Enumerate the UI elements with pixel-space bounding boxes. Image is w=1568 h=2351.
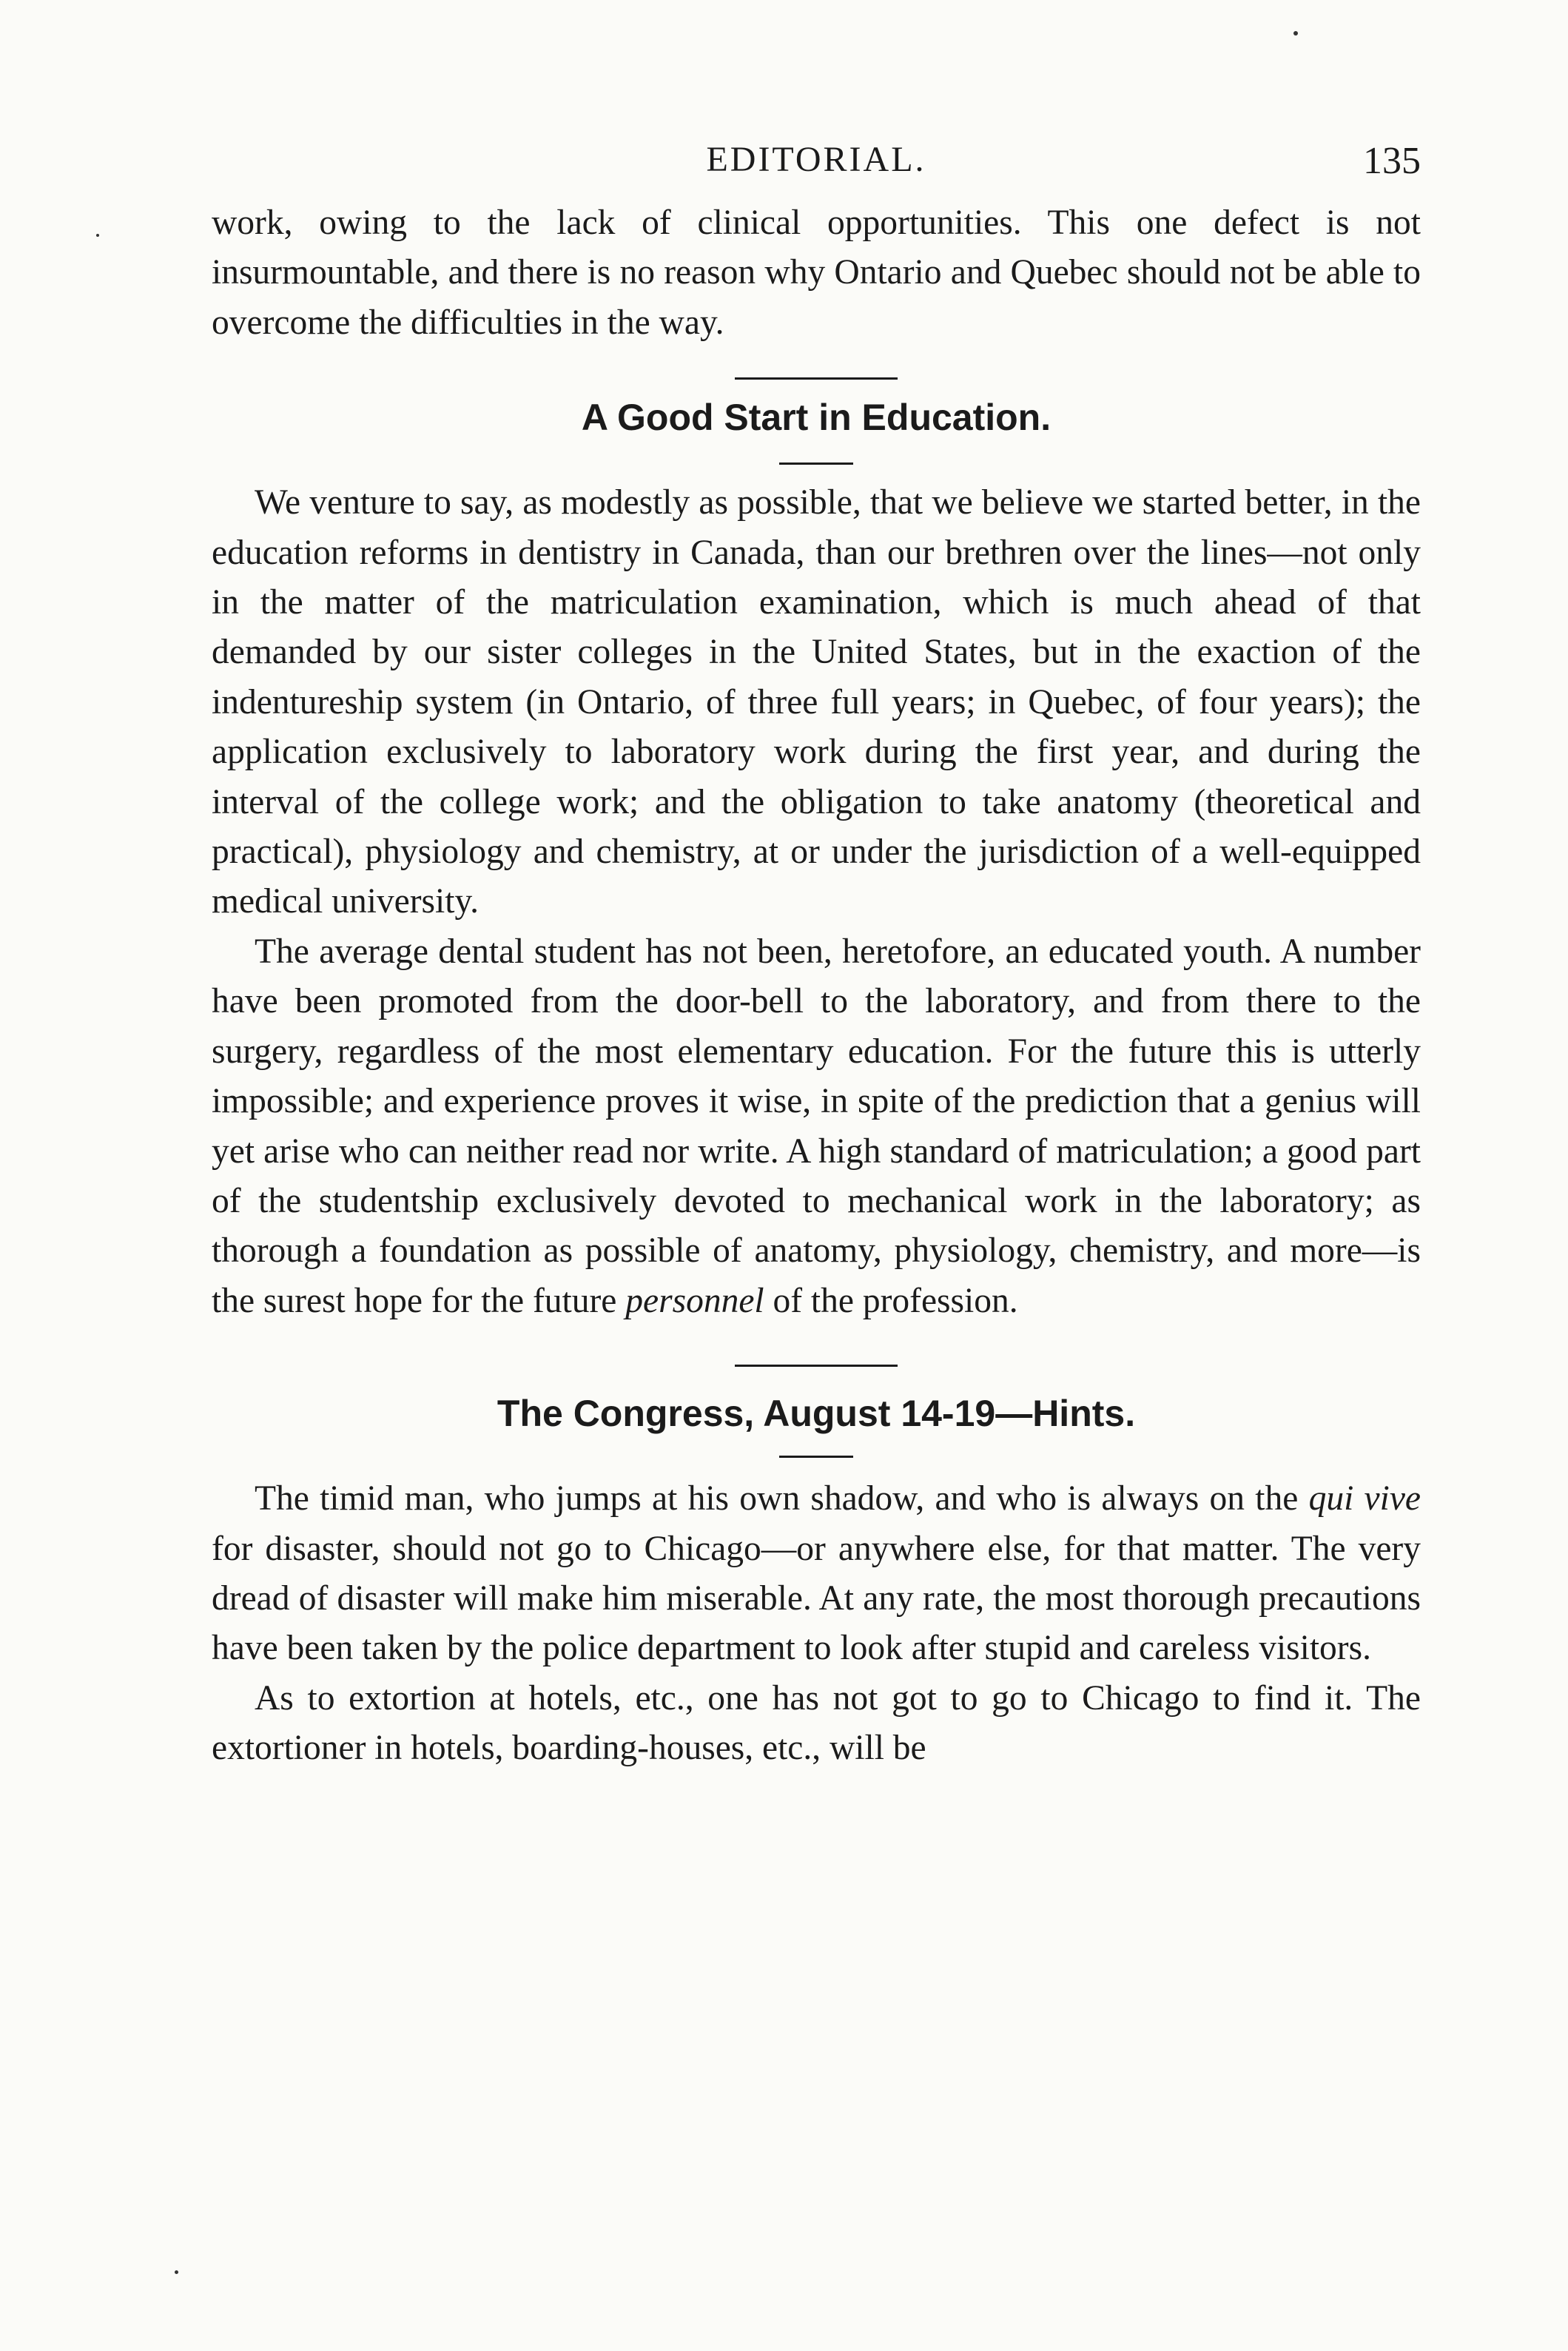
paragraph-text: for disaster, should not go to Chicago—or anywhere else, for that matter. The very dread of disaster will make him miserable. At any rate, the most thorough precautions have been taken by the police department to look after stupid and careless visitors.	[212, 1529, 1421, 1668]
scan-speck	[1293, 31, 1298, 36]
paragraph-text: The timid man, who jumps at his own shadow, and who is always on the	[255, 1479, 1309, 1518]
paragraph-text: of the profession.	[764, 1281, 1018, 1320]
scan-speck	[96, 234, 99, 237]
page-body	[212, 198, 1421, 1774]
congress-paragraph-2: As to extortion at hotels, etc., one has not got to go to Chicago to find it. The extortioner in hotels, boarding-houses, etc., will be	[212, 1678, 1421, 1768]
page-number: 135	[1363, 140, 1421, 182]
congress-paragraph-1	[212, 1474, 1421, 1674]
scan-speck	[175, 2270, 178, 2274]
paragraph-text: The average dental student has not been, heretofore, an educated youth. A number have been promoted from the door-bell to the laboratory, and from there to the surgery, regardless of the most elementary education. For the future this is utterly impossible; and experience proves it wise, in spite of the prediction that a genius will yet arise who can neither read nor write. A high standard of matriculation; a good part of the studentship exclusively devoted to mechanical work in the laboratory; as thorough a foundation as possible of anatomy, physiology, chemistry, and more—is the surest hope for the future	[212, 932, 1421, 1320]
italic-term-personnel: personnel	[625, 1281, 764, 1320]
section-heading-congress: The Congress, August 14-19—Hints.	[497, 1393, 1136, 1435]
intro-paragraph: work, owing to the lack of clinical opportunities. This one defect is not insurmountable, and there is no reason why Ontario and Quebec should not be able to overcome the difficulties in the way.	[212, 204, 1421, 342]
education-paragraph-2	[212, 927, 1421, 1326]
education-paragraph-1: We venture to say, as modestly as possible, that we believe we started better, in the education reforms in dentistry in Canada, than our brethren over the lines—not only in the matter of the matriculation examination, which is much ahead of that demanded by our sister colleges in the United States, but in the exaction of the indentureship system (in Ontario, of three full years; in Quebec, of four years); the application exclusively to laboratory work during the first year, and during the interval of the college work; and the obligation to take anatomy (theoretical and practical), physiology and chemistry, at or under the jurisdiction of a well-equipped medical university.	[212, 483, 1421, 921]
section-heading-education: A Good Start in Education.	[581, 397, 1051, 439]
italic-term-qui-vive: qui vive	[1308, 1479, 1421, 1518]
running-head	[212, 139, 1421, 191]
running-title: EDITORIAL.	[706, 140, 926, 179]
